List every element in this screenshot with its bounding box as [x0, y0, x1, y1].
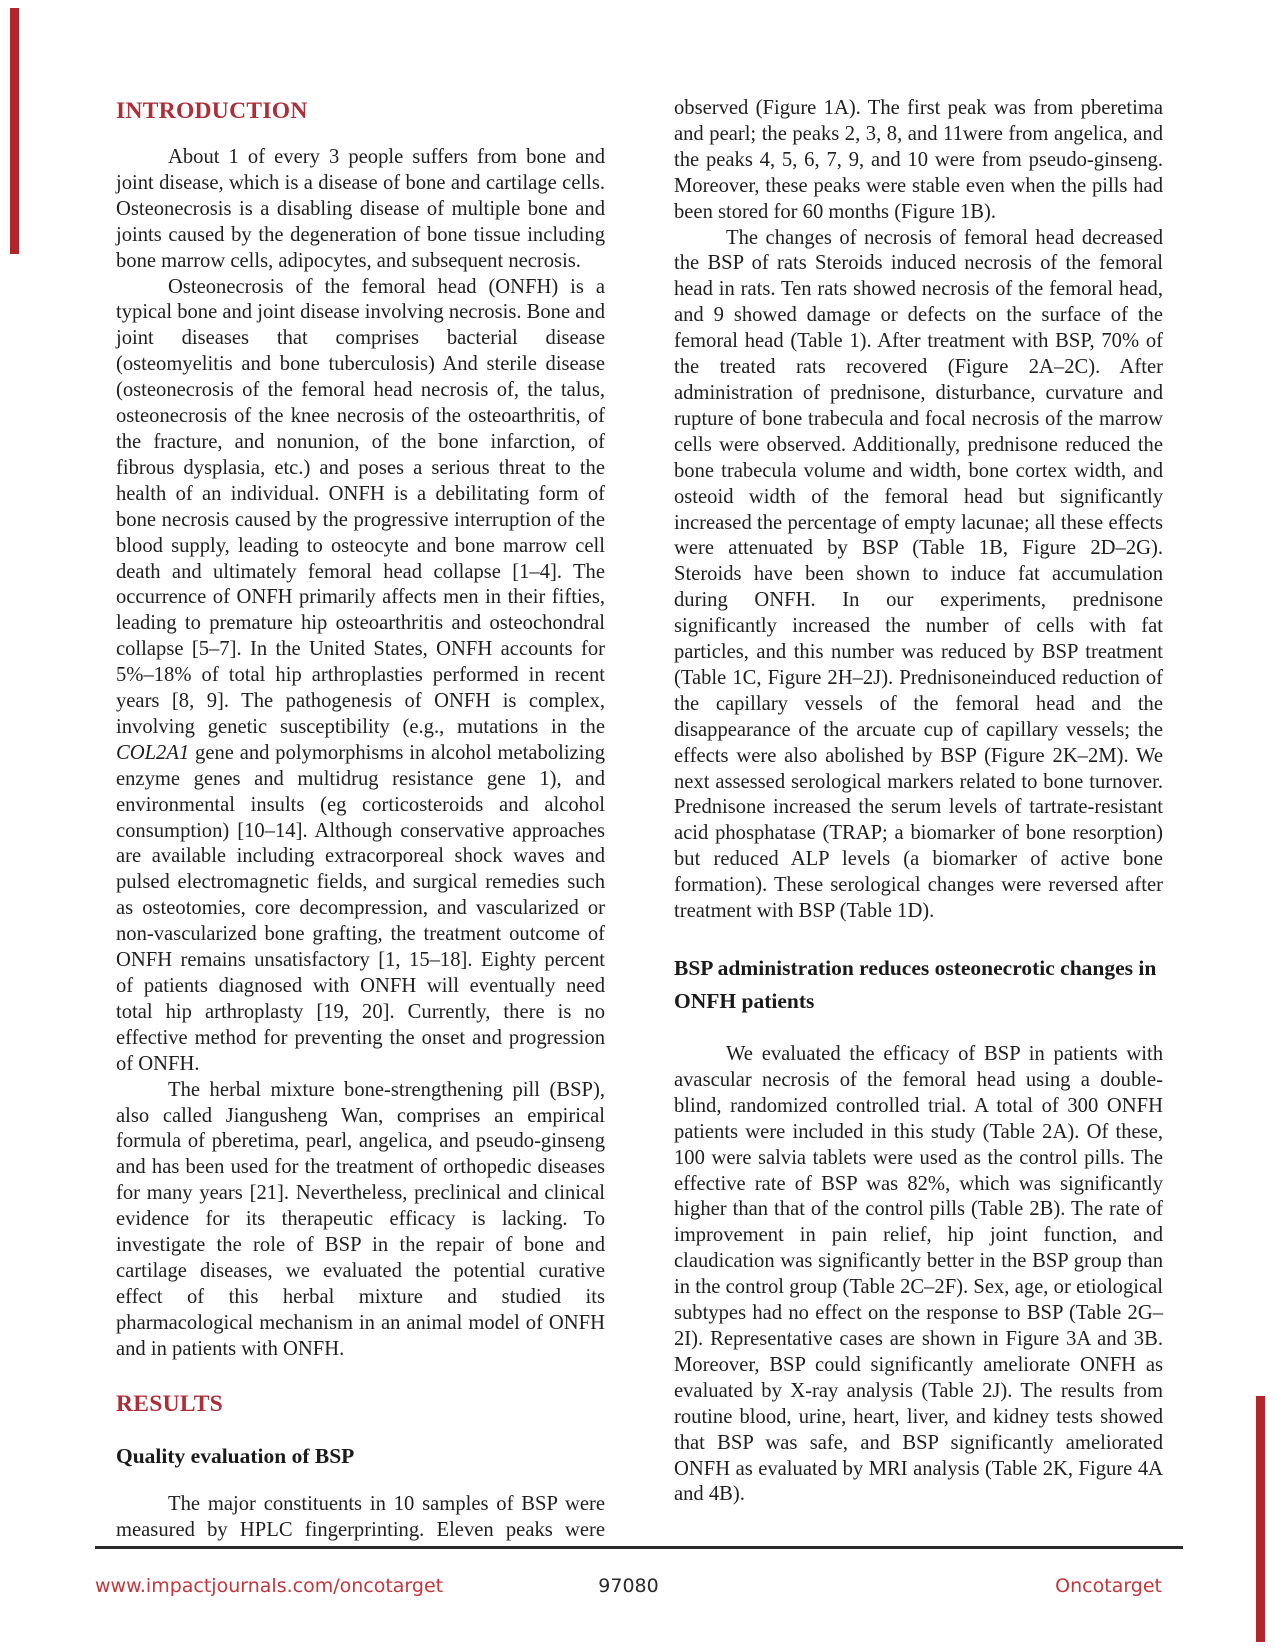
footer-journal-url[interactable]: www.impactjournals.com/oncotarget [95, 1575, 444, 1597]
left-column [116, 96, 605, 1543]
introduction-heading: INTRODUCTION [116, 98, 308, 124]
page-footer [95, 1574, 1183, 1598]
footer-page-number: 97080 [598, 1575, 659, 1597]
paragraph-rat-study: The changes of necrosis of femoral head decreased the BSP of rats Steroids induced necrosis of the femoral head in rats. Ten rats showed necrosis of the femoral head, and 9 showed damage or defects on the surface of the femoral head (Table 1). After treatment with BSP, 70% of the treated rats recovered (Figure 2A–2C). After administration of prednisone, disturbance, curvature and rupture of bone trabecula and focal necrosis of the marrow cells were observed. Additionally, prednisone reduced the bone trabecula volume and width, bone cortex width, and osteoid width of the femoral head but significantly increased the percentage of empty lacunae; all these effects were attenuated by BSP (Table 1B, Figure 2D–2G). Steroids have been shown to induce fat accumulation during ONFH. In our experiments, prednisone significantly increased the number of cells with fat particles, and this number was reduced by BSP treatment (Table 1C, Figure 2H–2J). Prednisoneinduced reduction of the capillary vessels of the femoral head and the disappearance of the arcuate cup of capillary vessels; the effects were also abolished by BSP (Figure 2K–2M). We next assessed serological markers related to bone turnover. Prednisone increased the serum levels of tartrate-resistant acid phosphatase (TRAP; a biomarker of bone resorption) but reduced ALP levels (a biomarker of active bone formation). These serological changes were reversed after treatment with BSP (Table 1D). [674, 226, 1163, 923]
results-heading: RESULTS [116, 1390, 224, 1417]
paragraph-intro-3: The herbal mixture bone-strengthening pill (BSP), also called Jiangusheng Wan, comprises an empirical formula of pberetima, pearl, angelica, and pseudo-ginseng and has been used for the treatment of orthopedic diseases for many years [21]. Nevertheless, preclinical and clinical evidence for its therapeutic efficacy is lacking. To investigate the role of BSP in the repair of bone and cartilage diseases, we evaluated the potential curative effect of this herbal mixture and studied its pharmacological mechanism in an animal model of ONFH and in patients with ONFH. [116, 1078, 605, 1360]
gene-name-italic: COL2A1 [116, 741, 190, 764]
right-column [674, 96, 1163, 1508]
paragraph-results-continued: observed (Figure 1A). The first peak was from pberetima and pearl; the peaks 2, 3, 8, and 11were from angelica, and the peaks 4, 5, 6, 7, 9, and 10 were from pseudo-ginseng. Moreover, these peaks were stable even when the pills had been stored for 60 months (Figure 1B). [674, 97, 1163, 223]
page-edge-marker-top-left [10, 8, 19, 254]
paragraph-results-1: The major constituents in 10 samples of BSP were measured by HPLC fingerprinting. Eleven peaks were [116, 1492, 605, 1541]
bsp-administration-subheading: BSP administration reduces osteonecrotic changes in ONFH patients [674, 956, 1157, 1013]
quality-evaluation-subheading: Quality evaluation of BSP [116, 1443, 355, 1468]
paragraph-intro-2 [116, 275, 605, 1078]
paragraph-patient-trial: We evaluated the efficacy of BSP in patients with avascular necrosis of the femoral head using a double-blind, randomized controlled trial. A total of 300 ONFH patients were included in this study (Table 2A). Of these, 100 were salvia tablets were used as the control pills. The effective rate of BSP was 82%, which was significantly higher than that of the control pills (Table 2B). The rate of improvement in pain relief, hip joint function, and claudication was significantly better in the BSP group than in the control group (Table 2C–2F). Sex, age, or etiological subtypes had no effect on the response to BSP (Table 2G–2I). Representative cases are shown in Figure 3A and 3B. Moreover, BSP could significantly ameliorate ONFH as evaluated by X-ray analysis (Table 2J). The results from routine blood, urine, heart, liver, and kidney tests showed that BSP was safe, and BSP significantly ameliorated ONFH as evaluated by MRI analysis (Table 2K, Figure 4A and 4B). [674, 1043, 1163, 1506]
paragraph-intro-2-text-cont: gene and polymorphisms in alcohol metabolizing enzyme genes and multidrug resistance gene 1), and environmental insults (eg corticosteroids and alcohol consumption) [10–14]. Although conservative approaches are available including extracorporeal shock waves and pulsed electromagnetic fields, and surgical remedies such as osteotomies, core decompression, and vascularized or non-vascularized bone grafting, the treatment outcome of ONFH remains unsatisfactory [1, 15–18]. Eighty percent of patients diagnosed with ONFH will eventually need total hip arthroplasty [19, 20]. Currently, there is no effective method for preventing the onset and progression of ONFH. [116, 741, 605, 1075]
paragraph-intro-2-text: Osteonecrosis of the femoral head (ONFH) is a typical bone and joint disease involving necrosis. Bone and joint diseases that comprises bacterial disease (osteomyelitis and bone tuberculosis) And sterile disease (osteonecrosis of the femoral head necrosis of, the talus, osteonecrosis of the knee necrosis of the osteoarthritis, of the fracture, and nonunion, of the bone infarction, of fibrous dysplasia, etc.) and poses a serious threat to the health of an individual. ONFH is a debilitating form of bone necrosis caused by the progressive interruption of the blood supply, leading to osteocyte and bone marrow cell death and ultimately femoral head collapse [1–4]. The occurrence of ONFH primarily affects men in their fifties, leading to premature hip osteoarthritis and osteochondral collapse [5–7]. In the United States, ONFH accounts for 5%–18% of total hip arthroplasties performed in recent years [8, 9]. The pathogenesis of ONFH is complex, involving genetic susceptibility (e.g., mutations in the [116, 275, 606, 738]
paragraph-intro-1: About 1 of every 3 people suffers from bone and joint disease, which is a disease of bone and cartilage cells. Osteonecrosis is a disabling disease of multiple bone and joints caused by the degeneration of bone tissue including bone marrow cells, adipocytes, and subsequent necrosis. [116, 146, 605, 272]
page-edge-marker-bottom-right [1256, 1396, 1265, 1642]
footer-journal-name: Oncotarget [1055, 1575, 1163, 1597]
footer-rule [95, 1546, 1183, 1550]
